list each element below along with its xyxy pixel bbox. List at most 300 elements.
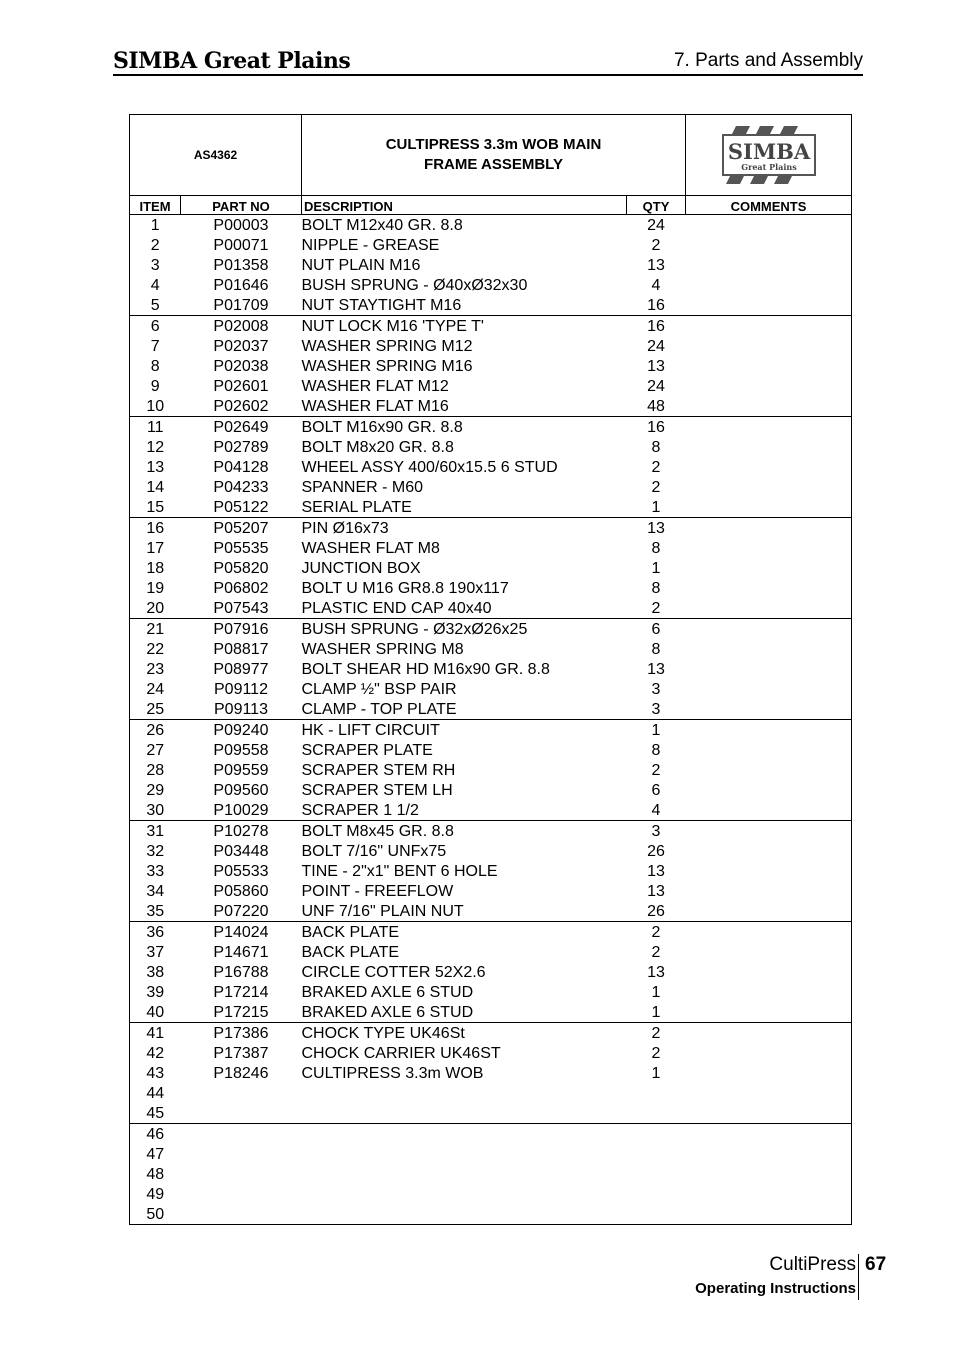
part-description: CIRCLE COTTER 52X2.6 — [301, 964, 486, 981]
quantity: 2 — [651, 762, 661, 779]
quantity: 8 — [651, 641, 661, 658]
item-number: 31 — [130, 821, 181, 842]
part-number: P06802 — [213, 580, 269, 597]
table-row — [130, 780, 852, 800]
item-number: 7 — [130, 336, 181, 356]
part-description — [302, 1164, 627, 1184]
part-description — [302, 1124, 627, 1145]
comments — [686, 639, 852, 659]
comments — [686, 619, 852, 640]
table-row — [130, 396, 852, 417]
item-number: 34 — [130, 881, 181, 901]
part-description: NUT PLAIN M16 — [301, 257, 421, 274]
item-number: 10 — [130, 396, 181, 417]
quantity: 6 — [651, 621, 661, 638]
quantity: 48 — [627, 396, 686, 417]
comments — [686, 518, 852, 539]
quantity: 16 — [647, 419, 665, 436]
part-description — [302, 1083, 627, 1103]
comments — [686, 679, 852, 699]
part-number: P14024 — [213, 924, 269, 941]
item-number: 47 — [130, 1144, 181, 1164]
part-description: CLAMP ½" BSP PAIR — [301, 681, 457, 698]
table-row — [130, 316, 852, 337]
section-title: 7. Parts and Assembly — [673, 50, 863, 71]
item-number: 19 — [130, 578, 181, 598]
comments — [686, 982, 852, 1002]
item-number: 48 — [130, 1164, 181, 1184]
quantity: 1 — [651, 722, 661, 739]
quantity: 13 — [647, 257, 665, 274]
footer-divider — [858, 1254, 859, 1300]
item-number: 5 — [130, 295, 181, 316]
quantity — [627, 1184, 686, 1204]
part-description: WASHER SPRING M16 — [301, 358, 473, 375]
comments — [686, 396, 852, 417]
comments — [686, 376, 852, 396]
table-row — [130, 1184, 852, 1204]
quantity: 2 — [651, 237, 661, 254]
table-row — [130, 962, 852, 982]
part-number: P02038 — [213, 358, 269, 375]
table-row — [130, 1103, 852, 1124]
item-number: 44 — [130, 1083, 181, 1103]
part-number: P09113 — [181, 699, 302, 720]
item-number: 45 — [130, 1103, 181, 1124]
table-row — [130, 841, 852, 861]
part-description: PIN Ø16x73 — [301, 520, 389, 537]
part-description: SERIAL PLATE — [302, 497, 627, 518]
comments — [686, 235, 852, 255]
comments — [686, 1083, 852, 1103]
part-description: CLAMP - TOP PLATE — [302, 699, 627, 720]
table-row — [130, 477, 852, 497]
comments — [686, 821, 852, 842]
part-number: P08977 — [213, 661, 269, 678]
col-description: DESCRIPTION — [302, 196, 627, 215]
item-number: 15 — [130, 497, 181, 518]
item-number: 37 — [130, 942, 181, 962]
table-row — [130, 598, 852, 619]
quantity — [627, 1144, 686, 1164]
part-number: P02601 — [213, 378, 269, 395]
quantity: 2 — [651, 479, 661, 496]
comments — [686, 881, 852, 901]
comments — [686, 780, 852, 800]
quantity: 3 — [651, 681, 661, 698]
part-number: P01646 — [213, 277, 269, 294]
part-description: UNF 7/16" PLAIN NUT — [302, 901, 627, 922]
comments — [686, 295, 852, 316]
comments — [686, 356, 852, 376]
part-description: POINT - FREEFLOW — [301, 883, 454, 900]
table-row — [130, 740, 852, 760]
part-number: P09559 — [213, 762, 269, 779]
quantity: 4 — [627, 800, 686, 821]
quantity: 8 — [651, 580, 661, 597]
quantity: 16 — [647, 318, 665, 335]
part-description: WASHER FLAT M16 — [302, 396, 627, 417]
part-description: BRAKED AXLE 6 STUD — [302, 1002, 627, 1023]
table-row — [130, 901, 852, 922]
item-number: 21 — [130, 619, 181, 640]
part-description: TINE - 2"x1" BENT 6 HOLE — [301, 863, 498, 880]
part-number: P05533 — [213, 863, 269, 880]
comments — [686, 598, 852, 619]
table-row — [130, 1043, 852, 1063]
item-number: 41 — [130, 1023, 181, 1044]
part-description: WASHER SPRING M12 — [301, 338, 473, 355]
comments — [686, 1063, 852, 1083]
table-row — [130, 295, 852, 316]
item-number: 32 — [130, 841, 181, 861]
logo-cell — [686, 115, 852, 196]
part-description: NUT LOCK M16 'TYPE T' — [301, 318, 484, 335]
part-number: P05535 — [213, 540, 269, 557]
table-row — [130, 275, 852, 295]
item-number: 27 — [130, 740, 181, 760]
part-number: P05122 — [181, 497, 302, 518]
table-row — [130, 578, 852, 598]
table-row — [130, 417, 852, 438]
quantity: 8 — [651, 540, 661, 557]
quantity: 13 — [647, 964, 665, 981]
item-number: 33 — [130, 861, 181, 881]
item-number: 23 — [130, 659, 181, 679]
part-number: P00003 — [213, 217, 269, 234]
part-description: CHOCK CARRIER UK46ST — [301, 1045, 501, 1062]
part-number: P07543 — [181, 598, 302, 619]
item-number: 49 — [130, 1184, 181, 1204]
table-row — [130, 619, 852, 640]
assembly-code-cell — [130, 115, 302, 196]
quantity: 2 — [651, 1025, 661, 1042]
comments — [686, 922, 852, 943]
parts-rows — [130, 215, 852, 1225]
assembly-title-line1: CULTIPRESS 3.3m WOB MAIN — [385, 136, 602, 153]
part-description — [302, 1184, 627, 1204]
comments — [686, 962, 852, 982]
table-row — [130, 255, 852, 275]
comments — [686, 1124, 852, 1145]
item-number: 26 — [130, 720, 181, 741]
part-number: P01709 — [181, 295, 302, 316]
part-description — [302, 1103, 627, 1124]
comments — [686, 578, 852, 598]
item-number: 17 — [130, 538, 181, 558]
part-description: BOLT U M16 GR8.8 190x117 — [301, 580, 509, 597]
item-number: 11 — [130, 417, 181, 438]
quantity: 2 — [651, 1045, 661, 1062]
quantity: 6 — [651, 782, 661, 799]
quantity — [627, 1204, 686, 1225]
quantity: 4 — [651, 277, 661, 294]
comments — [686, 457, 852, 477]
quantity — [627, 1083, 686, 1103]
part-description: BOLT SHEAR HD M16x90 GR. 8.8 — [301, 661, 550, 678]
comments — [686, 215, 852, 236]
part-description: SCRAPER PLATE — [301, 742, 433, 759]
part-number: P02008 — [213, 318, 269, 335]
table-row — [130, 1204, 852, 1225]
item-number: 16 — [130, 518, 181, 539]
assembly-title-row — [130, 115, 852, 196]
comments — [686, 901, 852, 922]
part-number: P00071 — [213, 237, 269, 254]
item-number: 3 — [130, 255, 181, 275]
parts-table — [129, 114, 852, 1225]
comments — [686, 417, 852, 438]
part-number: P07220 — [181, 901, 302, 922]
page-number: 67 — [865, 1254, 887, 1275]
part-number: P02789 — [213, 439, 269, 456]
table-row — [130, 1144, 852, 1164]
part-description: BOLT M8x20 GR. 8.8 — [301, 439, 454, 456]
part-description: BACK PLATE — [301, 924, 400, 941]
item-number: 4 — [130, 275, 181, 295]
item-number: 30 — [130, 800, 181, 821]
table-row — [130, 1002, 852, 1023]
quantity: 2 — [651, 924, 661, 941]
part-description: BOLT M8x45 GR. 8.8 — [301, 823, 454, 840]
comments — [686, 1144, 852, 1164]
item-number: 8 — [130, 356, 181, 376]
part-description: WASHER FLAT M12 — [301, 378, 449, 395]
logo-subtext: Great Plains — [740, 162, 797, 172]
table-row — [130, 760, 852, 780]
part-number — [181, 1184, 302, 1204]
quantity: 13 — [647, 883, 665, 900]
table-row — [130, 942, 852, 962]
table-row — [130, 1124, 852, 1145]
part-description: WASHER SPRING M8 — [301, 641, 464, 658]
item-number: 13 — [130, 457, 181, 477]
item-number: 22 — [130, 639, 181, 659]
item-number: 9 — [130, 376, 181, 396]
logo-text: SIMBA — [727, 139, 810, 164]
part-description: BUSH SPRUNG - Ø40xØ32x30 — [301, 277, 528, 294]
part-description: BOLT M16x90 GR. 8.8 — [301, 419, 463, 436]
part-number: P18246 — [213, 1065, 269, 1082]
table-row — [130, 1083, 852, 1103]
comments — [686, 255, 852, 275]
part-description: BOLT M12x40 GR. 8.8 — [301, 217, 463, 234]
quantity: 1 — [651, 1065, 661, 1082]
table-row — [130, 982, 852, 1002]
quantity: 3 — [627, 699, 686, 720]
comments — [686, 1023, 852, 1044]
quantity: 2 — [651, 944, 661, 961]
item-number: 1 — [130, 215, 181, 236]
col-item: ITEM — [130, 196, 181, 215]
comments — [686, 275, 852, 295]
table-row — [130, 558, 852, 578]
comments — [686, 740, 852, 760]
quantity — [627, 1103, 686, 1124]
comments — [686, 760, 852, 780]
part-number: P17215 — [181, 1002, 302, 1023]
table-row — [130, 659, 852, 679]
comments — [686, 800, 852, 821]
footer-product: CultiPress — [769, 1254, 856, 1275]
part-description: BOLT 7/16" UNFx75 — [301, 843, 447, 860]
part-number: P14671 — [213, 944, 269, 961]
part-number — [181, 1204, 302, 1225]
item-number: 20 — [130, 598, 181, 619]
item-number: 28 — [130, 760, 181, 780]
quantity: 13 — [647, 863, 665, 880]
table-row — [130, 639, 852, 659]
brand-wordmark: SIMBA Great Plains — [113, 48, 351, 74]
comments — [686, 1043, 852, 1063]
comments — [686, 538, 852, 558]
column-header-row — [130, 196, 852, 215]
table-row — [130, 720, 852, 741]
comments — [686, 659, 852, 679]
part-number: P09558 — [213, 742, 269, 759]
quantity: 1 — [627, 497, 686, 518]
comments — [686, 497, 852, 518]
item-number: 18 — [130, 558, 181, 578]
part-description: SCRAPER STEM RH — [301, 762, 456, 779]
quantity: 24 — [647, 338, 665, 355]
comments — [686, 942, 852, 962]
table-row — [130, 922, 852, 943]
part-description: BUSH SPRUNG - Ø32xØ26x25 — [301, 621, 528, 638]
part-number: P17386 — [213, 1025, 269, 1042]
part-description — [302, 1144, 627, 1164]
quantity: 8 — [651, 439, 661, 456]
part-number: P02037 — [213, 338, 269, 355]
item-number: 39 — [130, 982, 181, 1002]
part-number: P02602 — [181, 396, 302, 417]
quantity: 1 — [651, 560, 661, 577]
item-number: 6 — [130, 316, 181, 337]
item-number: 38 — [130, 962, 181, 982]
table-row — [130, 861, 852, 881]
comments — [686, 861, 852, 881]
comments — [686, 316, 852, 337]
quantity: 3 — [651, 823, 661, 840]
part-number: P17387 — [213, 1045, 269, 1062]
col-comments: COMMENTS — [686, 196, 852, 215]
footer-doc-type: Operating Instructions — [695, 1280, 856, 1297]
table-row — [130, 235, 852, 255]
part-number: P05860 — [213, 883, 269, 900]
item-number: 25 — [130, 699, 181, 720]
part-number — [181, 1124, 302, 1145]
part-number: P01358 — [213, 257, 269, 274]
table-row — [130, 821, 852, 842]
table-row — [130, 1164, 852, 1184]
table-row — [130, 457, 852, 477]
table-row — [130, 800, 852, 821]
quantity: 2 — [651, 459, 661, 476]
item-number: 46 — [130, 1124, 181, 1145]
comments — [686, 437, 852, 457]
part-number — [181, 1103, 302, 1124]
part-description: CHOCK TYPE UK46St — [301, 1025, 465, 1042]
table-row — [130, 679, 852, 699]
quantity: 13 — [647, 661, 665, 678]
item-number: 43 — [130, 1063, 181, 1083]
quantity: 2 — [627, 598, 686, 619]
item-number: 42 — [130, 1043, 181, 1063]
comments — [686, 1103, 852, 1124]
item-number: 40 — [130, 1002, 181, 1023]
simba-logo-icon — [722, 126, 816, 184]
table-row — [130, 356, 852, 376]
comments — [686, 841, 852, 861]
part-description: BACK PLATE — [301, 944, 400, 961]
comments — [686, 699, 852, 720]
part-number: P09560 — [213, 782, 269, 799]
header-divider — [113, 74, 863, 76]
comments — [686, 477, 852, 497]
table-row — [130, 497, 852, 518]
item-number: 36 — [130, 922, 181, 943]
part-number: P10029 — [181, 800, 302, 821]
table-row — [130, 437, 852, 457]
assembly-title-line2: FRAME ASSEMBLY — [424, 156, 563, 173]
item-number: 24 — [130, 679, 181, 699]
comments — [686, 1002, 852, 1023]
part-description: PLASTIC END CAP 40x40 — [302, 598, 627, 619]
part-number: P05820 — [213, 560, 269, 577]
table-row — [130, 1063, 852, 1083]
table-row — [130, 1023, 852, 1044]
part-number: P16788 — [213, 964, 269, 981]
table-row — [130, 376, 852, 396]
quantity: 16 — [627, 295, 686, 316]
part-description: NIPPLE - GREASE — [301, 237, 440, 254]
item-number: 2 — [130, 235, 181, 255]
quantity: 24 — [647, 217, 665, 234]
item-number: 29 — [130, 780, 181, 800]
part-description: WHEEL ASSY 400/60x15.5 6 STUD — [301, 459, 558, 476]
part-number: P07916 — [213, 621, 269, 638]
quantity: 13 — [647, 520, 665, 537]
table-row — [130, 518, 852, 539]
quantity: 1 — [627, 1002, 686, 1023]
quantity: 26 — [647, 843, 665, 860]
part-description: JUNCTION BOX — [301, 560, 421, 577]
part-number: P17214 — [213, 984, 269, 1001]
part-description: HK - LIFT CIRCUIT — [301, 722, 440, 739]
assembly-title-cell — [302, 115, 686, 196]
quantity: 24 — [647, 378, 665, 395]
comments — [686, 1184, 852, 1204]
part-description: SPANNER - M60 — [301, 479, 424, 496]
part-number: P10278 — [213, 823, 269, 840]
item-number: 14 — [130, 477, 181, 497]
quantity: 13 — [647, 358, 665, 375]
table-row — [130, 881, 852, 901]
quantity: 1 — [651, 984, 661, 1001]
part-number: P09240 — [213, 722, 269, 739]
comments — [686, 720, 852, 741]
item-number: 12 — [130, 437, 181, 457]
part-number — [181, 1083, 302, 1103]
col-part-no: PART NO — [181, 196, 302, 215]
item-number: 50 — [130, 1204, 181, 1225]
comments — [686, 336, 852, 356]
part-description: BRAKED AXLE 6 STUD — [301, 984, 474, 1001]
part-number: P03448 — [213, 843, 269, 860]
part-description — [302, 1204, 627, 1225]
quantity — [627, 1124, 686, 1145]
part-number: P09112 — [214, 681, 268, 698]
